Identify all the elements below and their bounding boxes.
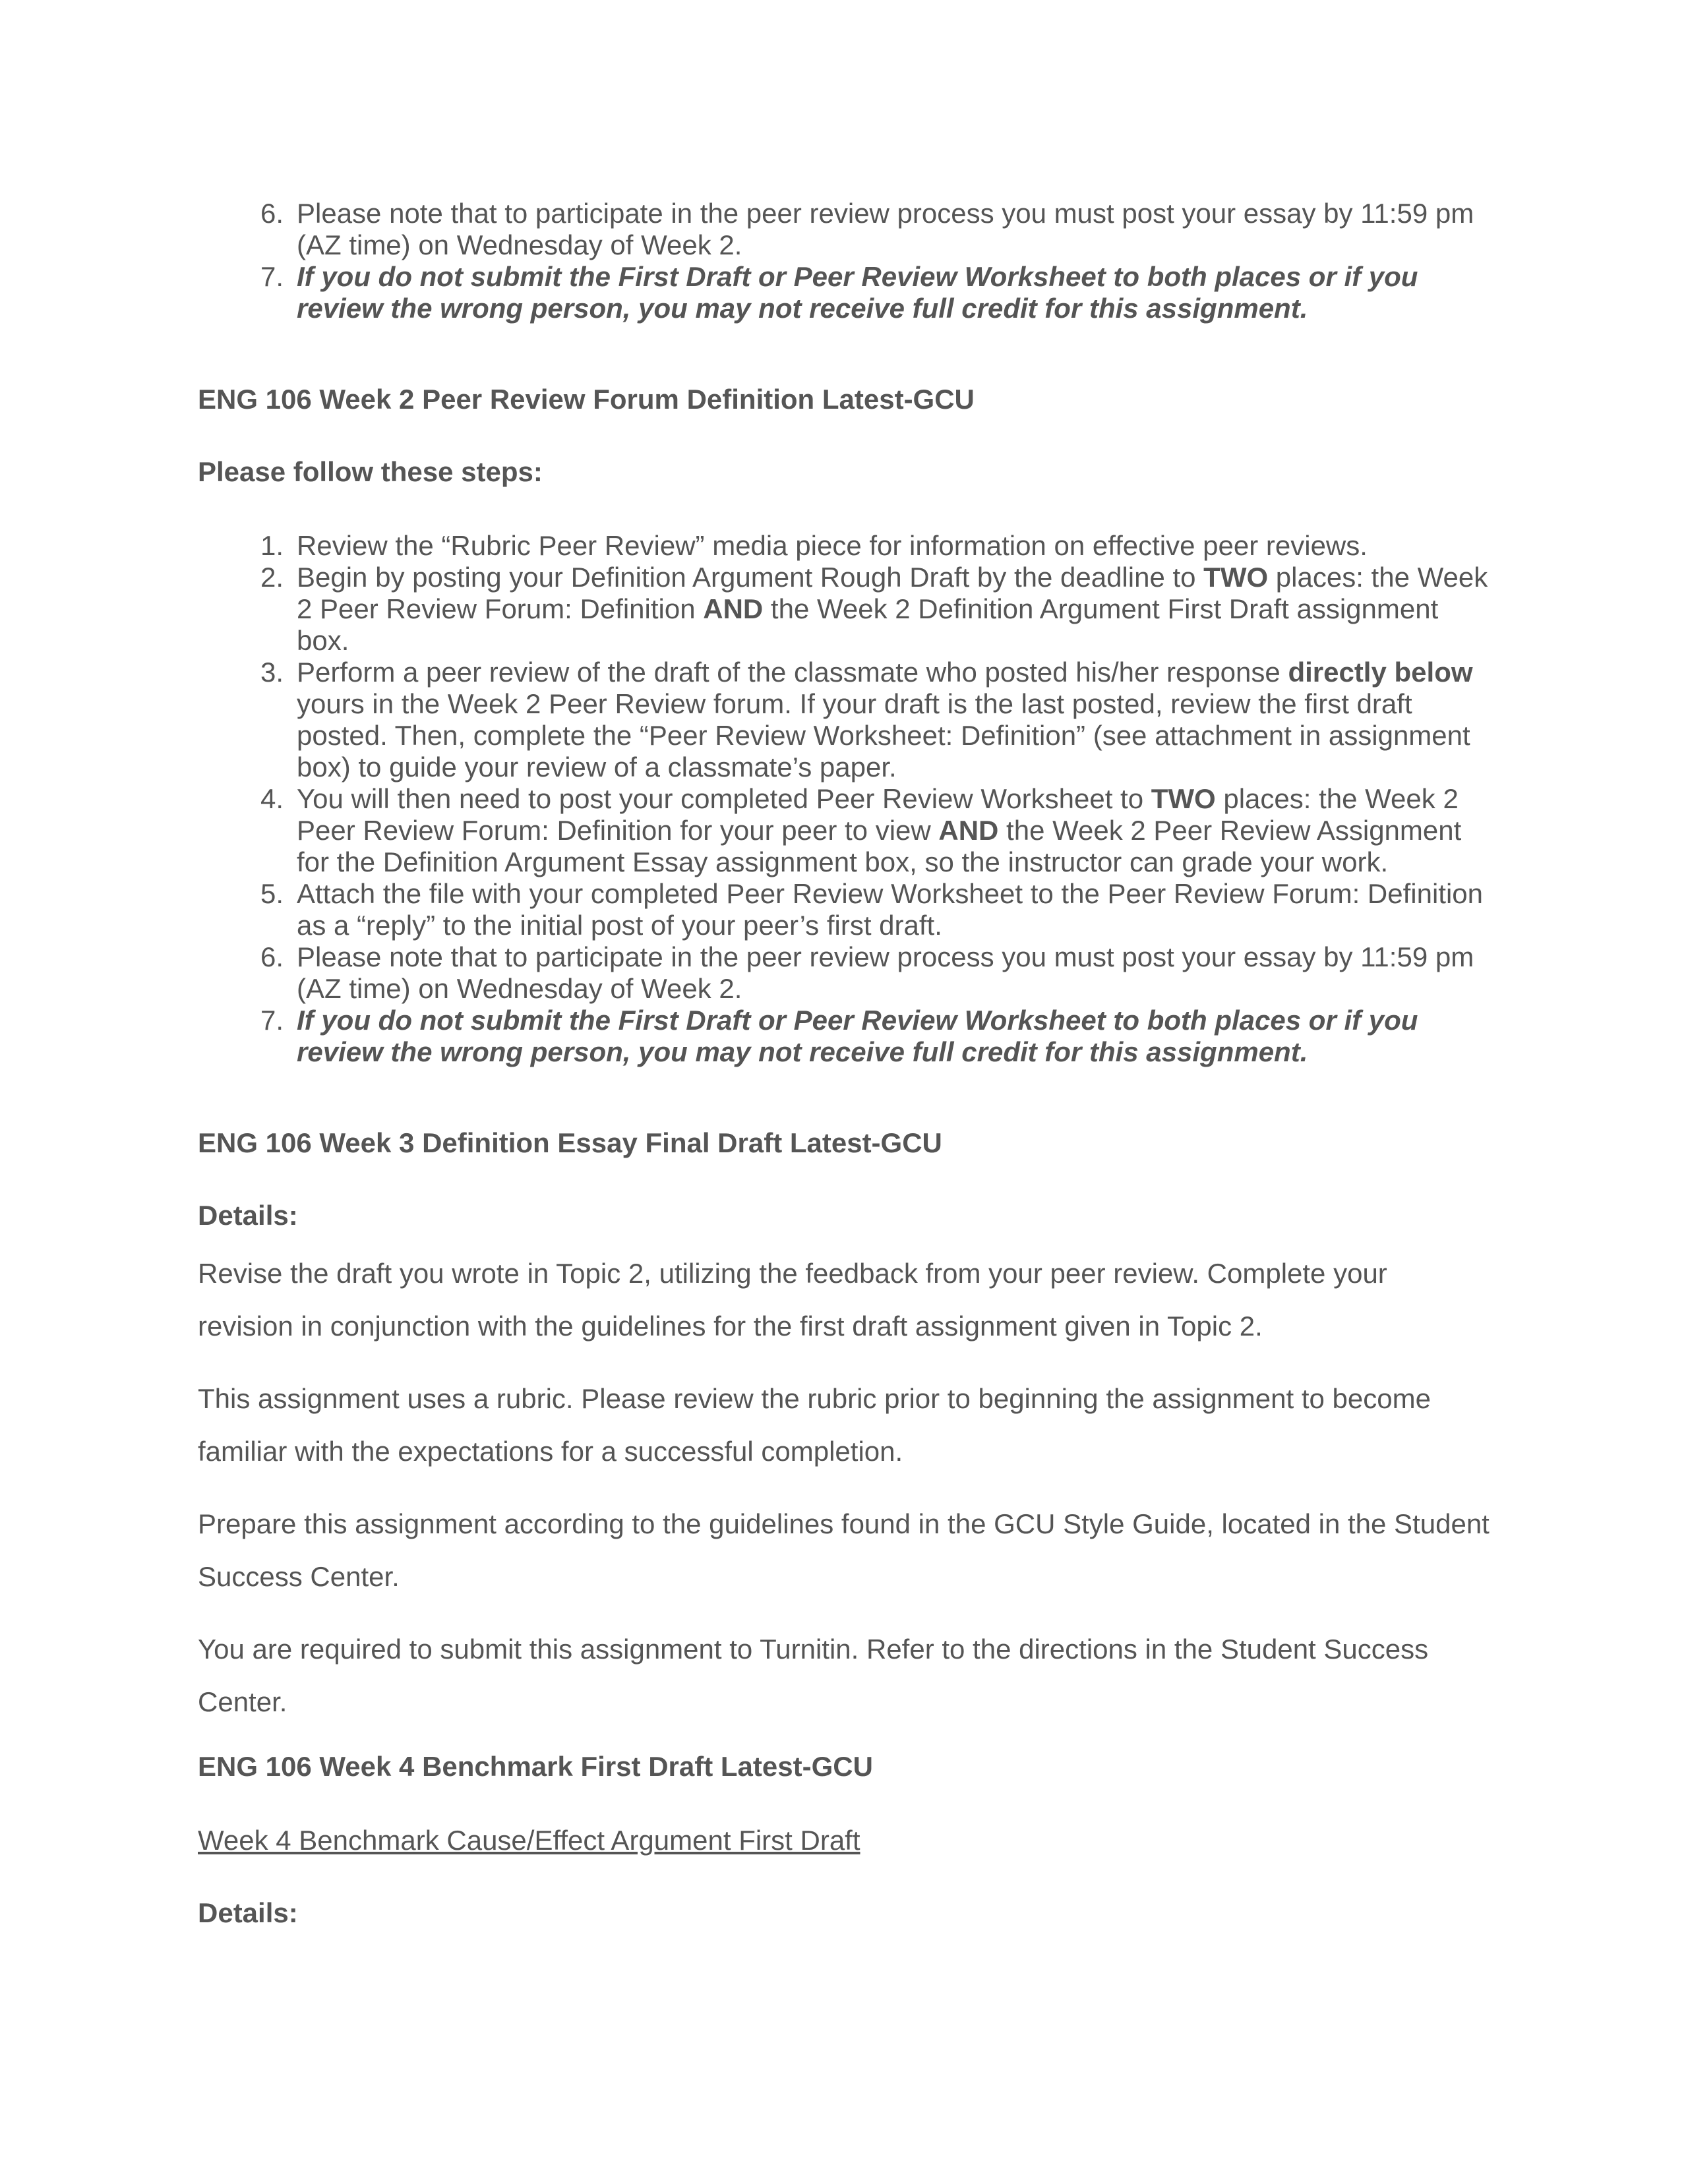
list-item	[198, 530, 1490, 562]
list-text: Please note that to participate in the peer review process you must post your essay by 11:59 pm (AZ time) on Wednesday of Week 2.	[297, 198, 1474, 260]
steps-list	[198, 530, 1490, 1068]
assignment-link[interactable]	[198, 1825, 1490, 1856]
assignment-link-text[interactable]: Week 4 Benchmark Cause/Effect Argument First Draft	[198, 1825, 860, 1856]
list-number: 6.	[260, 941, 284, 972]
list-item	[198, 261, 1490, 324]
list-item	[198, 1005, 1490, 1068]
list-number: 7.	[260, 1005, 284, 1036]
list-number: 5.	[260, 878, 284, 909]
list-text: yours in the Week 2 Peer Review forum. If your draft is the last posted, review the first draft posted. Then, complete the “Peer Review Worksheet: Definition” (see attachment in assignment box) to guide your review of a classmate’s paper.	[297, 688, 1470, 782]
list-text: the Week 2 Peer Review Assignment for the Definition Argument Essay assignment box, so the instructor can grade your work.	[297, 815, 1462, 877]
details-subtitle: Details:	[198, 1897, 298, 1928]
list-text: places: the Week 2 Peer Review Forum: Definition for your peer to view	[297, 783, 1459, 846]
list-item	[198, 878, 1490, 941]
details-subtitle: Details:	[198, 1200, 298, 1231]
list-item	[198, 562, 1490, 657]
list-text: places: the Week 2 Peer Review Forum: Definition	[297, 562, 1488, 624]
list-text: Perform a peer review of the draft of the classmate who posted his/her response	[297, 657, 1288, 688]
paragraph: You are required to submit this assignment to Turnitin. Refer to the directions in the Student Success Center.	[198, 1634, 1429, 1717]
emphasis-text: AND	[703, 593, 764, 624]
emphasis-text: AND	[938, 815, 999, 846]
emphasis-text: TWO	[1203, 562, 1269, 593]
top-list	[198, 198, 1490, 324]
list-number: 6.	[260, 198, 284, 229]
list-text-warning: If you do not submit the First Draft or Peer Review Worksheet to both places or if you review the wrong person, you may not receive full credit for this assignment.	[297, 261, 1418, 324]
list-number: 2.	[260, 562, 284, 593]
section-title-benchmark: ENG 106 Week 4 Benchmark First Draft Latest-GCU	[198, 1751, 873, 1782]
list-text-warning: If you do not submit the First Draft or Peer Review Worksheet to both places or if you review the wrong person, you may not receive full credit for this assignment.	[297, 1005, 1418, 1067]
list-item	[198, 198, 1490, 261]
emphasis-text: directly below	[1288, 657, 1473, 688]
paragraph: This assignment uses a rubric. Please review the rubric prior to beginning the assignment to become familiar with the expectations for a successful completion.	[198, 1383, 1431, 1467]
list-number: 7.	[260, 261, 284, 292]
list-text: Attach the file with your completed Peer Review Worksheet to the Peer Review Forum: Definition as a “reply” to the initial post of your peer’s first draft.	[297, 878, 1484, 941]
list-item	[198, 657, 1490, 783]
paragraph: Prepare this assignment according to the guidelines found in the GCU Style Guide, located in the Student Success Center.	[198, 1508, 1490, 1592]
list-number: 4.	[260, 783, 284, 814]
list-text: Review the “Rubric Peer Review” media piece for information on effective peer reviews.	[297, 530, 1368, 561]
section-title-peer-review: ENG 106 Week 2 Peer Review Forum Definition Latest-GCU	[198, 384, 975, 415]
document-page	[198, 198, 1490, 1929]
list-number: 3.	[260, 657, 284, 688]
steps-subtitle: Please follow these steps:	[198, 456, 543, 487]
paragraph: Revise the draft you wrote in Topic 2, utilizing the feedback from your peer review. Complete your revision in conjunction with the guidelines for the first draft assignment given in Topic 2.	[198, 1258, 1387, 1342]
list-text: the Week 2 Definition Argument First Draft assignment box.	[297, 593, 1439, 656]
list-item	[198, 941, 1490, 1005]
emphasis-text: TWO	[1151, 783, 1216, 814]
list-text: Begin by posting your Definition Argument Rough Draft by the deadline to	[297, 562, 1204, 593]
section-title-final-draft: ENG 106 Week 3 Definition Essay Final Draft Latest-GCU	[198, 1127, 942, 1158]
list-item	[198, 783, 1490, 878]
list-number: 1.	[260, 530, 284, 561]
list-text: You will then need to post your completed Peer Review Worksheet to	[297, 783, 1151, 814]
list-text: Please note that to participate in the peer review process you must post your essay by 11:59 pm (AZ time) on Wednesday of Week 2.	[297, 941, 1474, 1004]
